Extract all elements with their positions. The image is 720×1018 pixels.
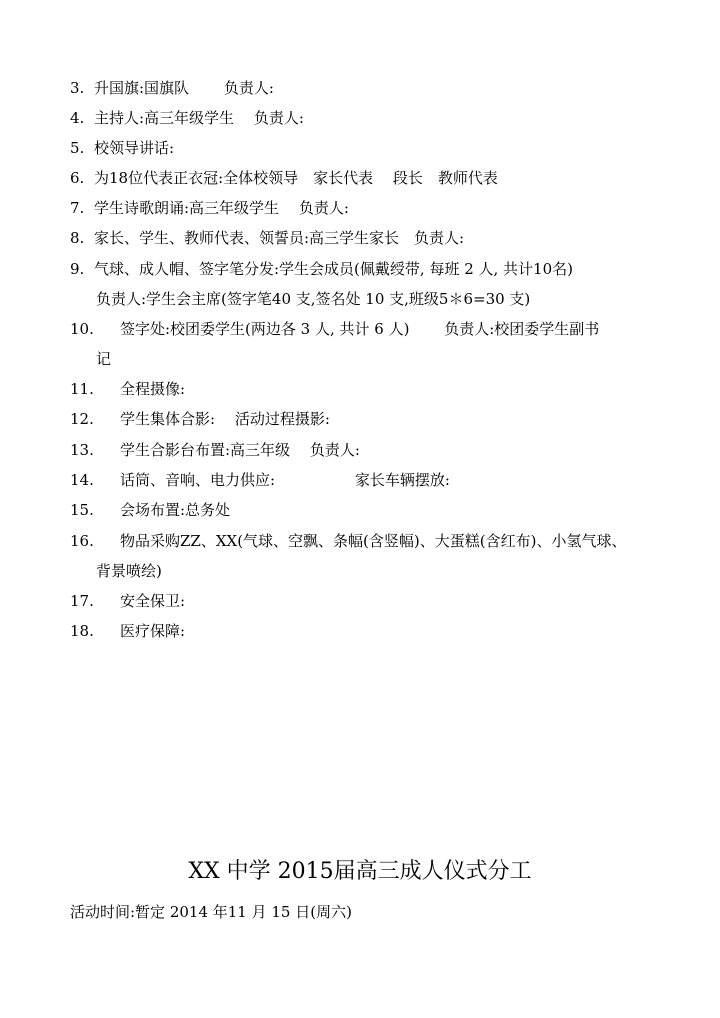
list-item (70, 464, 680, 496)
list-item (70, 72, 680, 104)
item-text: 全程摄像: (120, 380, 186, 398)
item-number: 16. (70, 532, 94, 550)
item-text: 气球、成人帽、签字笔分发:学生会成员(佩戴绶带, 每班 2 人, 共计10名) (94, 260, 573, 278)
item-text: 学生诗歌朗诵:高三年级学生 负责人: (94, 199, 349, 217)
item-number: 6. (70, 169, 85, 187)
list-item (70, 434, 680, 466)
item-text: 签字处:校团委学生(两边各 3 人, 共计 6 人) 负责人:校团委学生副书 (120, 320, 600, 338)
list-item (70, 585, 680, 617)
list-item (70, 494, 680, 526)
item-text: 安全保卫: (120, 592, 186, 610)
list-item (70, 132, 680, 164)
item-text: 学生集体合影: 活动过程摄影: (120, 410, 330, 428)
item-text: 会场布置:总务处 (120, 501, 231, 519)
item-text: 升国旗:国旗队 负责人: (94, 79, 274, 97)
item-text: 学生合影台布置:高三年级 负责人: (120, 441, 360, 459)
item-number: 17. (70, 592, 94, 610)
item-text: 家长、学生、教师代表、领誓员:高三学生家长 负责人: (94, 229, 465, 247)
item-number: 15. (70, 501, 94, 519)
list-item (70, 615, 680, 647)
list-item (70, 162, 680, 194)
list-item (70, 222, 680, 254)
activity-time: 活动时间:暂定 2014 年11 月 15 日(周六) (70, 903, 352, 921)
list-item (70, 253, 680, 285)
document-title: XX 中学 2015届高三成人仪式分工 (188, 859, 532, 884)
item-number: 18. (70, 622, 94, 640)
item-number: 14. (70, 471, 94, 489)
list-item-continuation: 负责人:学生会主席(签字笔40 支,签名处 10 支,班级5＊6=30 支) (96, 290, 531, 308)
list-item (70, 192, 680, 224)
list-item (70, 313, 680, 345)
item-number: 12. (70, 410, 94, 428)
item-text: 为18位代表正衣冠:全体校领导 家长代表 段长 教师代表 (94, 169, 498, 187)
item-text: 主持人:高三年级学生 负责人: (94, 109, 304, 127)
item-number: 4. (70, 109, 85, 127)
item-text: 话筒、音响、电力供应: 家长车辆摆放: (120, 471, 450, 489)
item-number: 3. (70, 79, 85, 97)
list-item (70, 373, 680, 405)
item-number: 5. (70, 139, 85, 157)
list-item (70, 102, 680, 134)
item-number: 10. (70, 320, 94, 338)
list-item (70, 403, 680, 435)
item-text: 校领导讲话: (94, 139, 175, 157)
list-item-continuation: 记 (96, 350, 112, 368)
item-number: 11. (70, 380, 94, 398)
item-text: 物品采购ZZ、XX(气球、空飘、条幅(含竖幅)、大蛋糕(含红布)、小氢气球、 (120, 532, 627, 550)
item-text: 医疗保障: (120, 622, 186, 640)
item-number: 9. (70, 260, 85, 278)
item-number: 8. (70, 229, 85, 247)
item-number: 7. (70, 199, 85, 217)
list-item (70, 525, 680, 557)
list-item-continuation: 背景喷绘) (96, 562, 162, 580)
item-number: 13. (70, 441, 94, 459)
